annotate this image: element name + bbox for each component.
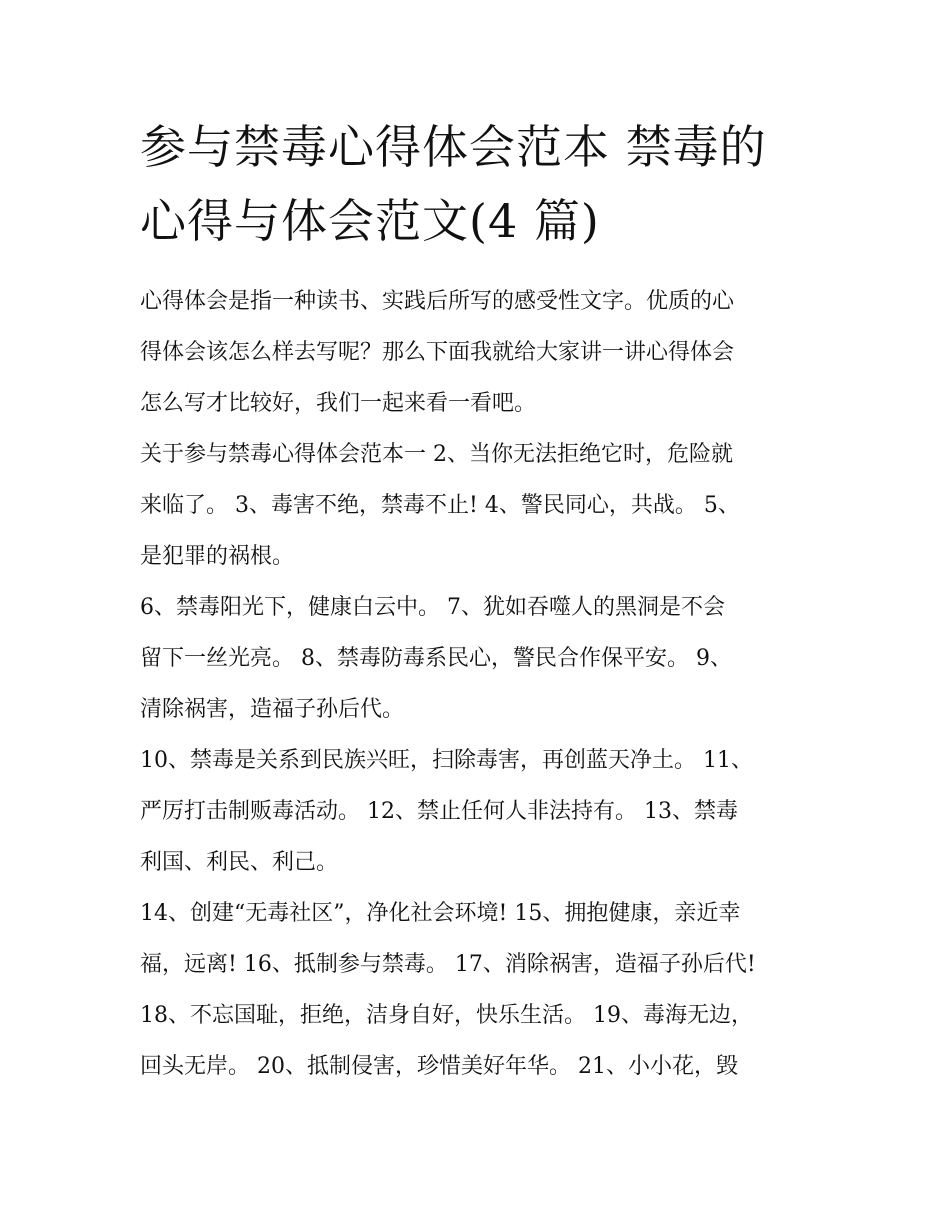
document-title: 参与禁毒心得体会范本 禁毒的 心得与体会范文(4 篇) [140, 120, 767, 248]
intro-paragraph: 心得体会是指一种读书、实践后所写的感受性文字。优质的心 得体会该怎么样去写呢？那么下面我就给大家讲一讲心得体会 怎么写才比较好，我们一起来看一看吧。 [140, 289, 735, 416]
body-paragraph: 14、创建“无毒社区”，净化社会环境! 15、拥抱健康，亲近幸 福，远离! 16、抵制参与禁毒。 17、消除祸害，造福子孙后代! 18、不忘国耻，拒绝，洁身自好，快乐生活。 19、毒海无边， 回头无岸。 20、抵制侵害，珍惜美好年华。 21、小小花，毁 [140, 901, 756, 1079]
body-paragraph: 10、禁毒是关系到民族兴旺，扫除毒害，再创蓝天净土。 11、 严厉打击制贩毒活动。 12、禁止任何人非法持有。 13、禁毒 利国、利民、利己。 [140, 748, 753, 875]
body-paragraph: 关于参与禁毒心得体会范本一 2、当你无法拒绝它时，危险就 来临了。 3、毒害不绝，禁毒不止! 4、警民同心，共战。 5、 是犯罪的祸根。 [140, 442, 740, 569]
body-paragraph: 6、禁毒阳光下，健康白云中。 7、犹如吞噬人的黑洞是不会 留下一丝光亮。 8、禁毒防毒系民心，警民合作保平安。 9、 清除祸害，造福子孙后代。 [140, 595, 732, 722]
document-body [140, 276, 820, 1092]
